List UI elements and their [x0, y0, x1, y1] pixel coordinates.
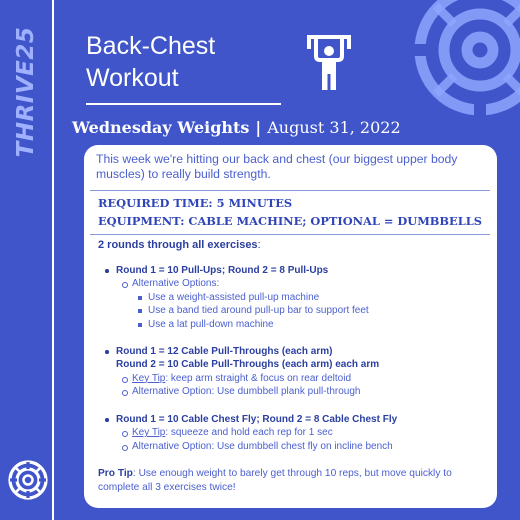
divider-top — [90, 190, 490, 191]
date-label: August 31, 2022 — [267, 118, 401, 137]
brand-wordmark — [2, 26, 50, 158]
exercise-3-key-tip — [84, 426, 497, 439]
divider-bottom — [90, 234, 490, 235]
key-tip-label: Key Tip — [132, 427, 166, 439]
exercise-1-option-3: Use a lat pull-down machine — [84, 318, 497, 331]
rounds-label — [98, 239, 261, 251]
left-divider — [52, 0, 54, 520]
equipment: EQUIPMENT: CABLE MACHINE; OPTIONAL = DUMBBELLS — [98, 214, 482, 228]
exercise-2-alt: Alternative Option: Use dumbbell plank pull-through — [84, 385, 497, 398]
subtitle-separator: | — [255, 118, 262, 137]
exercise-2-main-2: Round 2 = 10 Cable Pull-Throughs (each arm) each arm — [116, 359, 380, 371]
title-underline — [86, 103, 281, 105]
key-tip-text: : squeeze and hold each rep for 1 sec — [165, 427, 333, 439]
pro-tip — [98, 467, 490, 495]
exercise-1-alt-label: Alternative Options: — [84, 277, 497, 290]
exercise-3 — [84, 413, 497, 453]
intro-text: This week we're hitting our back and chest (our biggest upper body muscles) to really build strength. — [96, 152, 458, 181]
pull-up-icon — [304, 32, 354, 92]
exercise-2-main: Round 1 = 12 Cable Pull-Throughs (each arm) — [84, 345, 497, 358]
rounds-text: 2 rounds through all exercises — [98, 239, 258, 251]
brand-logo-icon — [8, 460, 48, 500]
exercise-1-option-1: Use a weight-assisted pull-up machine — [84, 291, 497, 304]
page-title — [86, 30, 286, 94]
workout-subtitle — [72, 117, 492, 141]
required-time: REQUIRED TIME: 5 MINUTES — [98, 196, 293, 210]
key-tip-text: : keep arm straight & focus on rear deltoid — [165, 372, 352, 384]
pro-tip-text: : Use enough weight to barely get through 10 reps, but move quickly to complete all 3 exercises twice! — [98, 468, 452, 493]
exercise-1 — [84, 264, 497, 331]
brand-name: THRIVE25 — [13, 26, 39, 158]
exercise-3-main: Round 1 = 10 Cable Chest Fly; Round 2 = 8 Cable Chest Fly — [84, 413, 497, 426]
exercise-3-alt: Alternative Option: Use dumbbell chest fly on incline bench — [84, 440, 497, 453]
requirements — [98, 194, 488, 230]
corner-logo-icon — [410, 0, 520, 120]
day-label: Wednesday Weights — [72, 118, 250, 137]
key-tip-label: Key Tip — [132, 372, 166, 384]
workout-card — [84, 145, 497, 508]
pro-tip-label: Pro Tip — [98, 468, 133, 479]
exercise-2 — [84, 345, 497, 399]
exercise-1-main: Round 1 = 10 Pull-Ups; Round 2 = 8 Pull-Ups — [84, 264, 497, 277]
title-line-2: Workout — [86, 64, 179, 92]
exercise-2-key-tip — [84, 372, 497, 385]
rounds-colon: : — [257, 239, 261, 251]
exercise-1-option-2: Use a band tied around pull-up bar to support feet — [84, 304, 497, 317]
title-line-1: Back-Chest — [86, 32, 216, 60]
